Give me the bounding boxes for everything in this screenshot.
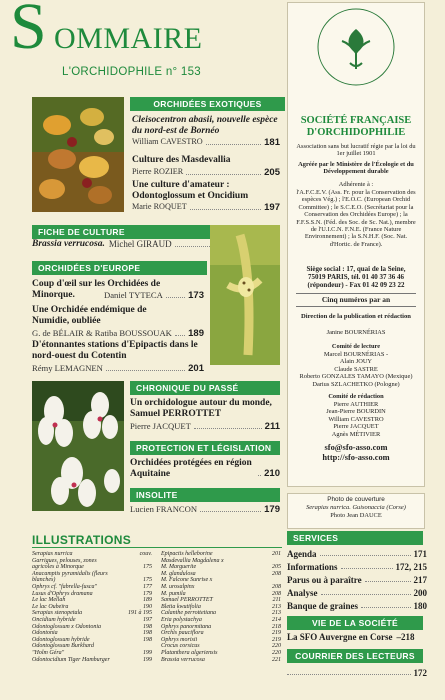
article-title: Un orchidologue autour du monde, Samuel PERROTTET — [130, 398, 272, 419]
issue-subtitle: L'ORCHIDOPHILE n° 153 — [62, 66, 202, 78]
article-insolite[interactable] — [130, 504, 280, 515]
illustration-entry — [161, 657, 281, 664]
article-numidie[interactable] — [32, 305, 204, 339]
vie-item[interactable]: La SFO Auvergne en Corse – 218 — [287, 632, 415, 642]
article-page: 211 — [264, 421, 280, 432]
illustration-name: Bletia kwutifolia — [161, 603, 201, 610]
illustration-name: "Holm Géra" — [32, 649, 65, 656]
section-insolite: INSOLITE — [130, 488, 280, 502]
illustration-entry — [32, 624, 152, 631]
service-page: 200 — [413, 588, 427, 598]
service-name: Analyse — [287, 588, 318, 598]
email-link[interactable]: sfo@sfo-asso.com — [324, 443, 388, 452]
article-minorque[interactable] — [32, 279, 204, 301]
divider — [296, 293, 416, 294]
article-odontoglossum[interactable] — [132, 180, 280, 213]
society-assoc: Association sans but lucratif régie par la loi du 1er juillet 1901 — [296, 143, 416, 158]
cover-title: Photo de couverture — [327, 496, 385, 503]
article-cleisocentron[interactable] — [132, 115, 280, 148]
illustration-page: 189 — [143, 597, 152, 604]
illustration-entry — [32, 617, 152, 624]
photo-white-orchids — [32, 381, 124, 511]
divider — [296, 306, 416, 307]
issues-per-year: Cinq numéros par an — [321, 295, 391, 304]
article-title: Orchidées protégées en région Aquitaine — [130, 458, 252, 479]
illustration-page: 220 — [272, 649, 281, 656]
illustration-name: M. glandulosa — [161, 570, 196, 577]
illustration-name: Serapias nurrica — [32, 551, 73, 557]
illustration-name: Masdevallia Magdalena x — [161, 557, 224, 564]
comite-lecture-list: Marcel BOURNÉRIAS - Alain JOUY Claude SASTRE Roberto GONZALES TAMAYO (Mexique) Darius SZLACHETKO (Pologne) — [299, 351, 413, 388]
article-title: Brassia verrucosa. — [32, 239, 105, 249]
service-page: 172, 215 — [395, 562, 427, 572]
illustration-entry — [32, 558, 152, 565]
illustration-page: 213 — [272, 603, 281, 610]
sfo-logo — [316, 7, 396, 87]
illustration-name: M. urosalpinx — [161, 583, 195, 590]
article-title: Cleisocentron abasii, nouvelle espèce du nord-est de Bornéo — [132, 115, 278, 136]
illustration-page: 198 — [143, 630, 152, 637]
illustration-entry — [161, 551, 281, 558]
illustration-name: Oncidium hybride — [32, 616, 76, 623]
courrier-item[interactable] — [287, 668, 427, 678]
illustration-entry — [32, 577, 152, 584]
article-brassia[interactable] — [32, 239, 237, 250]
illustration-entry — [161, 643, 281, 650]
illustrations-col-1 — [32, 551, 152, 663]
illustration-entry — [32, 643, 152, 650]
contact-links[interactable] — [296, 443, 416, 462]
illustration-name: Odontoglossum hybride — [32, 636, 90, 643]
article-page: 189 — [188, 328, 204, 339]
service-page: 180 — [413, 601, 427, 611]
illustration-entry — [161, 650, 281, 657]
illustration-entry — [32, 610, 152, 617]
illustration-page: 205 — [272, 564, 281, 571]
web-link[interactable]: http://sfo-asso.com — [322, 452, 390, 462]
illustration-entry — [32, 630, 152, 637]
illustration-page: 198 — [143, 623, 152, 630]
illustration-page: 213 — [272, 610, 281, 617]
article-author: Daniel TYTECA — [104, 290, 163, 300]
illustration-entry — [161, 597, 281, 604]
illustration-page: 211 — [272, 597, 281, 604]
section-protection: PROTECTION ET LÉGISLATION — [130, 441, 280, 455]
illustration-name: Anacamptis pyramidalis (fleurs — [32, 570, 108, 577]
illustration-name: M. Marguerite — [161, 564, 197, 571]
service-item[interactable] — [287, 588, 427, 598]
illustration-entry — [32, 597, 152, 604]
illustration-page: 218 — [272, 623, 281, 630]
article-masdevallia[interactable] — [132, 155, 280, 178]
direction-name: Janine BOURNÉRIAS — [326, 329, 386, 336]
service-page: 217 — [413, 575, 427, 585]
photo-brassia — [210, 225, 280, 365]
illustration-page: 208 — [272, 583, 281, 590]
illustration-name: Ophrys morisii — [161, 636, 198, 643]
illustration-name: Epipactis helleborine — [161, 551, 213, 557]
section-vie: VIE DE LA SOCIÉTÉ — [287, 616, 423, 630]
illustration-name: Platanthera algeriensis — [161, 649, 218, 656]
service-item[interactable] — [287, 601, 427, 611]
illustration-name: Serapias stenopetala — [32, 610, 83, 617]
article-page: 179 — [264, 504, 280, 515]
section-europe: ORCHIDÉES D'EUROPE — [32, 261, 207, 275]
section-services: SERVICES — [287, 531, 423, 545]
article-author: Rémy LEMAGNEN — [32, 363, 103, 373]
illustrations-rule — [32, 547, 282, 548]
illustration-name: Lusus d'Ophrys dramana — [32, 590, 93, 597]
title-rest: OMMAIRE — [54, 22, 203, 55]
service-page: 171 — [413, 549, 427, 559]
illustration-name: Odontonia — [32, 630, 58, 637]
illustration-name: Orchis pauciflora — [161, 630, 204, 637]
comite-redaction-list: Pierre AUTHIER Jean-Pierre BOURDIN William CAVESTRO Pierre JACQUET Agnès MÉTIVIER — [326, 401, 386, 438]
illustration-name: Garrigues, pelouses, zones — [32, 557, 97, 564]
service-name: Informations — [287, 562, 338, 572]
illustration-entry — [32, 551, 152, 558]
courrier-page: 172 — [413, 668, 427, 678]
illustration-entry — [161, 571, 281, 578]
illustration-page: 214 — [272, 616, 281, 623]
society-box — [287, 2, 425, 487]
article-author: Pierre JACQUET — [130, 421, 191, 431]
cover-caption: Serapias nurrica. Guisonaccia (Corse) — [306, 504, 406, 511]
illustration-name: Samuel PERROTTET — [161, 597, 213, 604]
service-name: Banque de graines — [287, 601, 359, 611]
illustration-page: 221 — [272, 656, 281, 663]
article-author: William CAVESTRO — [132, 137, 203, 146]
illustration-name: Odontocidium Tiger Hamburger — [32, 656, 110, 663]
service-name: Parus ou à paraître — [287, 575, 362, 585]
section-fiche: FICHE DE CULTURE — [32, 225, 237, 239]
society-name: SOCIÉTÉ FRANÇAISE D'ORCHIDOPHILIE — [300, 115, 412, 138]
illustration-name: M. Falcone Sunrise x — [161, 577, 213, 584]
adherente-list: l'A.F.C.E.V. (Ass. Fr. pour la Conservation des espèces Vég.) ; l'E.O.C. (European Orchid Committee) ; le S.C.E.O. (Secrétariat pour la Conservation des Orchidées Europe) ; la F.F.S.S.N. (Féd. des Soc. de Sc. Nat.), membre de l'U.I.C.N. F.N.E. (France Nature Environnement) ; la S.N.H.F. (Soc. Nat. d'Hortic. de France). — [296, 189, 416, 248]
illustration-page: 197 — [143, 616, 152, 623]
illustration-page: 219 — [272, 630, 281, 637]
comite-lecture-title: Comité de lecture — [331, 343, 381, 350]
illustration-name: Brassia verrucosa — [161, 656, 205, 663]
illustration-entry — [161, 577, 281, 584]
illustration-page: couv. — [139, 551, 152, 557]
service-item[interactable] — [287, 562, 427, 572]
society-agree: Agréée par le Ministère de l'Écologie et du Développement durable — [298, 161, 414, 176]
article-author: Lucien FRANCON — [130, 504, 198, 514]
illustration-entry — [161, 630, 281, 637]
vie-item-page: 218 — [401, 632, 415, 642]
article-page: 173 — [188, 290, 204, 301]
illustration-name: agricoles à Minorque — [32, 564, 84, 571]
illustration-name: M. pumila — [161, 590, 186, 597]
cover-caption-box — [287, 493, 425, 529]
comite-redaction-title: Comité de rédaction — [328, 393, 384, 400]
illustration-entry — [161, 617, 281, 624]
illustration-page: 190 — [143, 603, 152, 610]
article-page: 181 — [264, 137, 280, 148]
illustration-entry — [32, 637, 152, 644]
article-aquitaine[interactable] — [130, 458, 280, 479]
illustration-name: Crocus corsicus — [161, 643, 200, 650]
illustration-entry — [161, 604, 281, 611]
illustration-entry — [32, 564, 152, 571]
illustration-page: 175 — [143, 564, 152, 571]
service-name: Agenda — [287, 549, 317, 559]
article-page: 201 — [188, 363, 204, 374]
illustration-page: 179 — [143, 590, 152, 597]
article-author: Marie ROQUET — [132, 202, 187, 211]
article-title: Coup d'œil sur les Orchidées de Minorque. — [32, 279, 161, 300]
illustration-entry — [32, 657, 152, 664]
article-page: 197 — [264, 202, 280, 213]
illustration-name: Calanthe perrottetiana — [161, 610, 216, 617]
article-page: 210 — [264, 468, 280, 479]
article-title: D'étonnantes stations d'Epipactis dans le nord-ouest du Cotentin — [32, 340, 198, 361]
illustration-page: 201 — [272, 551, 281, 557]
section-courrier: COURRIER DES LECTEURS — [287, 649, 423, 663]
direction-title: Direction de la publication et rédaction — [301, 313, 411, 320]
illustration-entry — [161, 591, 281, 598]
illustration-entry — [161, 558, 281, 565]
society-address: Siège social : 17, quai de la Seine, 75019 PARIS, tél. 01 40 37 36 46 (répondeur) - Fax 01 42 09 23 22 — [306, 265, 406, 290]
illustration-name: Odontoglossum Burkhard — [32, 643, 94, 650]
section-exotiques: ORCHIDÉES EXOTIQUES — [130, 97, 285, 111]
illustrations-col-2 — [161, 551, 281, 663]
illustration-entry — [32, 591, 152, 598]
article-page: 205 — [264, 166, 280, 178]
illustration-page: 198 — [143, 636, 152, 643]
illustration-page: 208 — [272, 570, 281, 577]
illustration-page: 199 — [143, 649, 152, 656]
article-title: Culture des Masdevallia — [132, 155, 231, 165]
article-author: G. de BÉLAIR & Ratiba BOUSSOUAK — [32, 328, 172, 338]
page-title — [10, 0, 270, 70]
photo-cleisocentron — [32, 97, 124, 212]
article-title: Une culture d'amateur : Odontoglossum et Oncidium — [132, 180, 249, 201]
illustration-page: 199 — [143, 656, 152, 663]
illustration-name: Le lac Oubeïra — [32, 603, 69, 610]
illustration-entry — [32, 650, 152, 657]
illustration-entry — [161, 564, 281, 571]
illustration-page: 191 à 195 — [128, 610, 152, 617]
article-perrottet[interactable] — [130, 398, 280, 432]
vie-item-name: La SFO Auvergne en Corse — [287, 632, 393, 642]
illustration-entry — [161, 584, 281, 591]
article-epipactis[interactable] — [32, 340, 204, 374]
illustration-page: 175 — [143, 577, 152, 584]
illustration-name: Odontoglossum x Odontonia — [32, 623, 101, 630]
illustration-entry — [32, 604, 152, 611]
illustration-page: 177 — [143, 583, 152, 590]
illustration-page: 208 — [272, 590, 281, 597]
illustration-entry — [161, 610, 281, 617]
adherente-title: Adhérente à : — [338, 181, 374, 188]
title-initial: S — [10, 0, 47, 63]
illustration-name: Ophrys cf. "fabrella-fusca" — [32, 583, 97, 590]
illustration-page: 219 — [272, 636, 281, 643]
service-item[interactable] — [287, 575, 427, 585]
article-author: Michel GIRAUD — [108, 239, 172, 249]
article-author: Pierre ROZIER — [132, 166, 184, 176]
illustration-name: Ophrys panormitana — [161, 623, 212, 630]
cover-credit: Photo Jean DAUCE — [330, 512, 382, 519]
illustration-name: Eria polystachya — [161, 616, 202, 623]
illustration-name: Le lac Mellah — [32, 597, 66, 604]
illustration-entry — [32, 584, 152, 591]
illustration-page: 220 — [272, 643, 281, 650]
service-item[interactable] — [287, 549, 427, 559]
illustration-entry — [161, 637, 281, 644]
article-title: Une Orchidée endémique de Numidie, oubliée — [32, 305, 147, 326]
illustration-name: blanches) — [32, 577, 56, 584]
illustrations-title: ILLUSTRATIONS — [32, 533, 132, 547]
section-passe: CHRONIQUE DU PASSÉ — [130, 381, 280, 395]
